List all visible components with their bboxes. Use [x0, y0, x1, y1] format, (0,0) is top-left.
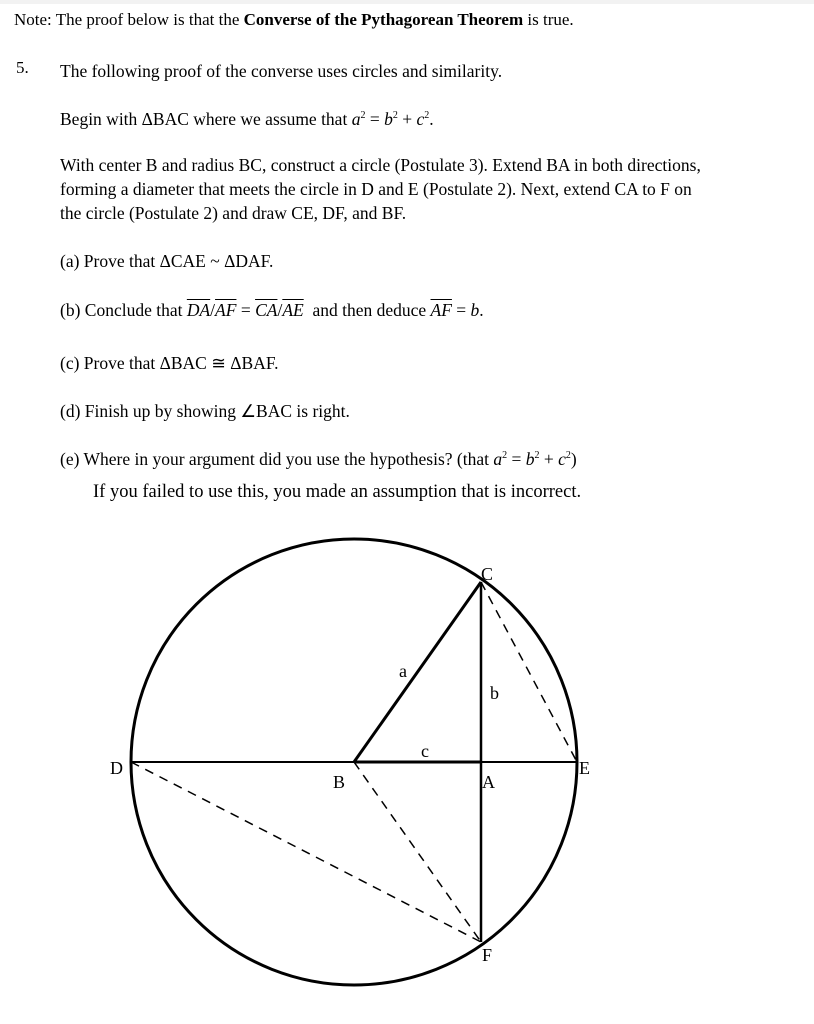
dashed-bf	[354, 762, 481, 942]
part-b: (b) Conclude that $\overline{DA}/\overline{AF} = \overline{CA}/\overline{AE}$ and then deduce $\overline{AF} = b$.	[60, 300, 484, 320]
label-b-point: B	[333, 772, 346, 792]
intro-text: The following proof of the converse uses circles and similarity.	[60, 61, 503, 81]
problem-number: 5.	[16, 58, 29, 77]
dashed-df	[131, 762, 481, 942]
label-f-point: F	[482, 945, 493, 965]
part-a: (a) Prove that ΔCAE ~ ΔDAF.	[60, 251, 274, 271]
construction-line-2: forming a diameter that meets the circle in D and E (Postulate 2). Next, extend CA to F on	[60, 179, 692, 199]
part-c: (c) Prove that ΔBAC ≅ ΔBAF.	[60, 353, 279, 373]
label-side-a: a	[399, 661, 407, 681]
construction-line-1: With center B and radius BC, construct a circle (Postulate 3). Extend BA in both directions,	[60, 155, 701, 175]
label-c-point: C	[481, 564, 494, 584]
part-e: (e) Where in your argument did you use the hypothesis? (that $a^2 = b^2 + c^2$)	[60, 449, 577, 469]
construction-line-3: the circle (Postulate 2) and draw CE, DF, and BF.	[60, 203, 407, 223]
label-a-point: A	[482, 772, 495, 792]
label-side-b: b	[490, 683, 499, 703]
segment-bc	[354, 582, 481, 762]
part-d: (d) Finish up by showing ∠BAC is right.	[60, 401, 350, 421]
note-line: Note: The proof below is that the Converse of the Pythagorean Theorem is true.	[14, 10, 574, 29]
label-d-point: D	[110, 758, 123, 778]
label-side-c: c	[421, 741, 429, 761]
dashed-ce	[481, 582, 577, 762]
hypothesis-line: Begin with ΔBAC where we assume that $a^2 = b^2 + c^2$.	[60, 109, 434, 129]
remark-line: If you failed to use this, you made an assumption that is incorrect.	[93, 482, 582, 502]
theorem-name: Converse of the Pythagorean Theorem	[243, 10, 524, 29]
label-e-point: E	[579, 758, 590, 778]
